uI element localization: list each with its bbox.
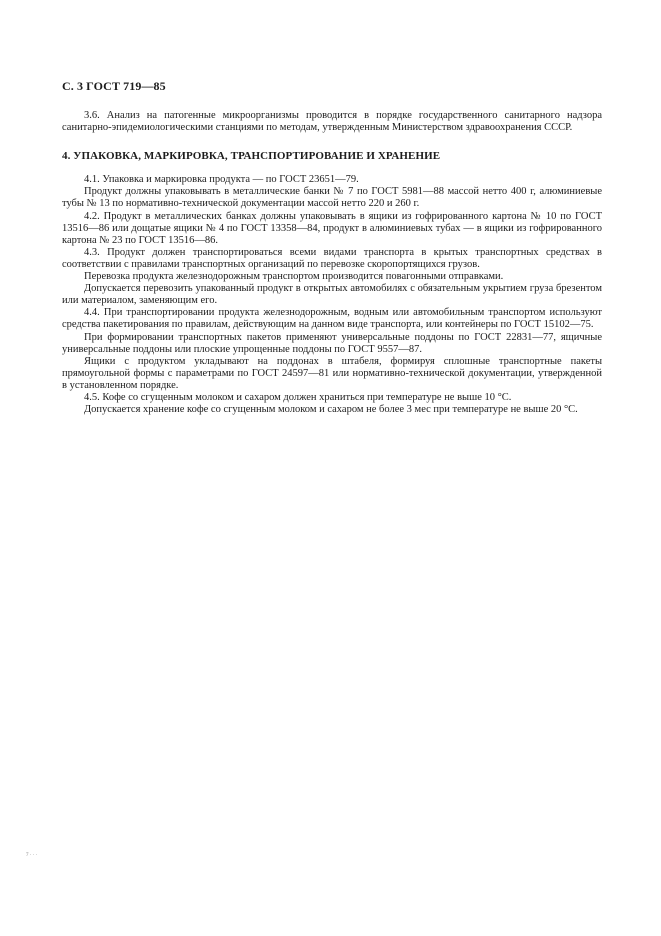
paragraph-4-3-c: Допускается перевозить упакованный продукт в открытых автомобилях с обязательным укрытием груза брезентом или материалом, заменяющим его. [62, 283, 602, 307]
document-body [62, 110, 602, 416]
paragraph-4-2: 4.2. Продукт в металлических банках должны упаковывать в ящики из гофрированного картона № 10 по ГОСТ 13516—86 или дощатые ящики № 4 по ГОСТ 13358—84, продукт в алюминиевых тубах — в ящики из гофрированного картона № 23 по ГОСТ 13516—86. [62, 210, 602, 246]
section-title: 4. УПАКОВКА, МАРКИРОВКА, ТРАНСПОРТИРОВАНИЕ И ХРАНЕНИЕ [62, 150, 441, 163]
paragraph-4-1-b: Продукт должны упаковывать в металлические банки № 7 по ГОСТ 5981—88 массой нетто 400 г, алюминиевые тубы № 13 по нормативно-технической документации массой нетто 220 и 260 г. [62, 186, 602, 210]
paragraph-4-4-b: При формировании транспортных пакетов применяют универсальные поддоны по ГОСТ 22831—77, ящичные универсальные поддоны или плоские упрощенные поддоны по ГОСТ 9557—87. [62, 331, 602, 355]
paragraph-4-3-b: Перевозка продукта железнодорожным транспортом производится повагонными отправками. [84, 271, 504, 283]
paragraph-4-3: 4.3. Продукт должен транспортироваться всеми видами транспорта в крытых транспортных средствах в соответствии с правилами транспортных организаций по перевозке скоропортящихся грузов. [62, 246, 602, 270]
paragraph-4-1: 4.1. Упаковка и маркировка продукта — по ГОСТ 23651—79. [84, 174, 359, 186]
page-footer-mark: 7 · · · [26, 853, 38, 858]
paragraph-4-4: 4.4. При транспортировании продукта железнодорожным, водным или автомобильным транспортом используют средства пакетирования по правилам, действующим на данном виде транспорта, или контейнеры по ГОСТ 15102—75. [62, 307, 602, 331]
paragraph-4-4-c: Ящики с продуктом укладывают на поддонах в штабеля, формируя сплошные транспортные пакеты прямоугольной формы с параметрами по ГОСТ 24597—81 или нормативно-технической документации, утвержденной в установленном порядке. [62, 355, 602, 391]
paragraph-3-6: 3.6. Анализ на патогенные микроорганизмы проводится в порядке государственного санитарного надзора санитарно-эпидемиологическими станциями по методам, утвержденным Министерством здравоохранения СССР. [62, 110, 602, 134]
paragraph-4-5: 4.5. Кофе со сгущенным молоком и сахаром должен храниться при температуре не выше 10 °С. [84, 391, 512, 403]
paragraph-4-5-b: Допускается хранение кофе со сгущенным молоком и сахаром не более 3 мес при температуре не выше 20 °С. [84, 404, 578, 416]
page-header: С. 3 ГОСТ 719—85 [62, 79, 166, 93]
